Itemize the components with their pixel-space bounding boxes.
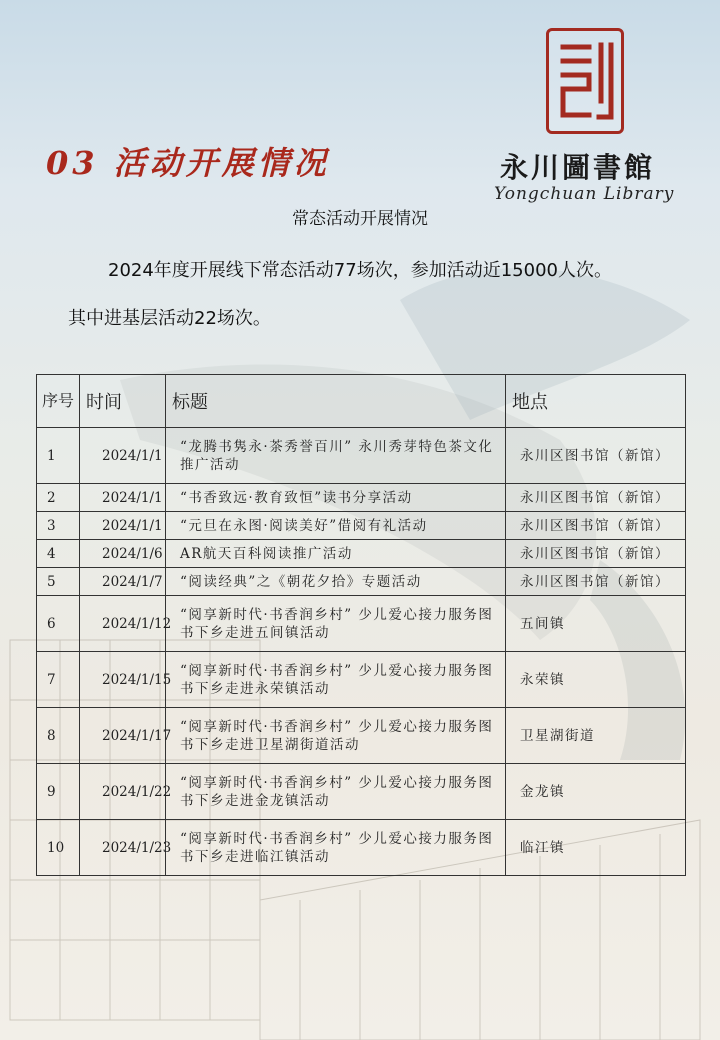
table-row bbox=[37, 428, 686, 484]
cell-place: 永荣镇 bbox=[506, 652, 686, 708]
cell-time: 2024/1/17 bbox=[80, 708, 166, 764]
cell-time: 2024/1/1 bbox=[80, 484, 166, 512]
cell-time: 2024/1/7 bbox=[80, 568, 166, 596]
cell-no: 2 bbox=[37, 484, 80, 512]
cell-place: 五间镇 bbox=[506, 596, 686, 652]
cell-time: 2024/1/6 bbox=[80, 540, 166, 568]
cell-no: 9 bbox=[37, 764, 80, 820]
header-title: 标题 bbox=[166, 375, 506, 428]
cell-no: 5 bbox=[37, 568, 80, 596]
cell-time: 2024/1/22 bbox=[80, 764, 166, 820]
cell-no: 6 bbox=[37, 596, 80, 652]
logo-chinese-name: 永川圖書館 bbox=[500, 151, 656, 184]
summary-paragraph: 2024年度开展线下常态活动77场次，参加活动近15000人次。 bbox=[108, 260, 612, 281]
cell-time: 2024/1/23 bbox=[80, 820, 166, 876]
cell-place: 临江镇 bbox=[506, 820, 686, 876]
cell-title: “阅享新时代·书香润乡村” 少儿爱心接力服务图书下乡走进临江镇活动 bbox=[166, 820, 506, 876]
cell-place: 卫星湖街道 bbox=[506, 708, 686, 764]
subheading: 常态活动开展情况 bbox=[292, 209, 428, 229]
cell-title: “阅读经典”之《朝花夕拾》专题活动 bbox=[166, 568, 506, 596]
cell-title: “阅享新时代·书香润乡村” 少儿爱心接力服务图书下乡走进金龙镇活动 bbox=[166, 764, 506, 820]
cell-title: “阅享新时代·书香润乡村” 少儿爱心接力服务图书下乡走进五间镇活动 bbox=[166, 596, 506, 652]
table-row bbox=[37, 764, 686, 820]
header-place: 地点 bbox=[506, 375, 686, 428]
table-row bbox=[37, 820, 686, 876]
table-row bbox=[37, 512, 686, 540]
cell-time: 2024/1/1 bbox=[80, 512, 166, 540]
header-no: 序号 bbox=[37, 375, 80, 428]
cell-place: 永川区图书馆（新馆） bbox=[506, 568, 686, 596]
cell-place: 永川区图书馆（新馆） bbox=[506, 428, 686, 484]
cell-title: “阅享新时代·书香润乡村” 少儿爱心接力服务图书下乡走进卫星湖街道活动 bbox=[166, 708, 506, 764]
table-header-row bbox=[37, 375, 686, 428]
table-row bbox=[37, 540, 686, 568]
cell-time: 2024/1/12 bbox=[80, 596, 166, 652]
table-row bbox=[37, 568, 686, 596]
cell-no: 1 bbox=[37, 428, 80, 484]
cell-no: 7 bbox=[37, 652, 80, 708]
summary-paragraph-2: 其中进基层活动22场次。 bbox=[68, 308, 271, 329]
cell-place: 永川区图书馆（新馆） bbox=[506, 512, 686, 540]
cell-place: 永川区图书馆（新馆） bbox=[506, 540, 686, 568]
cell-title: AR航天百科阅读推广活动 bbox=[166, 540, 506, 568]
cell-title: “龙腾书隽永·茶秀誉百川” 永川秀芽特色茶文化推广活动 bbox=[166, 428, 506, 484]
header-time: 时间 bbox=[80, 375, 166, 428]
section-title: 03 活动开展情况 bbox=[46, 144, 330, 182]
cell-no: 8 bbox=[37, 708, 80, 764]
table-row bbox=[37, 708, 686, 764]
cell-title: “元旦在永图·阅读美好”借阅有礼活动 bbox=[166, 512, 506, 540]
cell-no: 3 bbox=[37, 512, 80, 540]
cell-time: 2024/1/1 bbox=[80, 428, 166, 484]
table-row bbox=[37, 484, 686, 512]
cell-place: 永川区图书馆（新馆） bbox=[506, 484, 686, 512]
logo-english-name: Yongchuan Library bbox=[494, 184, 675, 204]
library-logo bbox=[488, 28, 688, 208]
table-row bbox=[37, 596, 686, 652]
seal-icon bbox=[546, 28, 624, 134]
table-row bbox=[37, 652, 686, 708]
cell-title: “阅享新时代·书香润乡村” 少儿爱心接力服务图书下乡走进永荣镇活动 bbox=[166, 652, 506, 708]
cell-place: 金龙镇 bbox=[506, 764, 686, 820]
cell-no: 4 bbox=[37, 540, 80, 568]
cell-time: 2024/1/15 bbox=[80, 652, 166, 708]
cell-title: “书香致远·教育致恒”读书分享活动 bbox=[166, 484, 506, 512]
activities-table bbox=[36, 374, 686, 876]
cell-no: 10 bbox=[37, 820, 80, 876]
